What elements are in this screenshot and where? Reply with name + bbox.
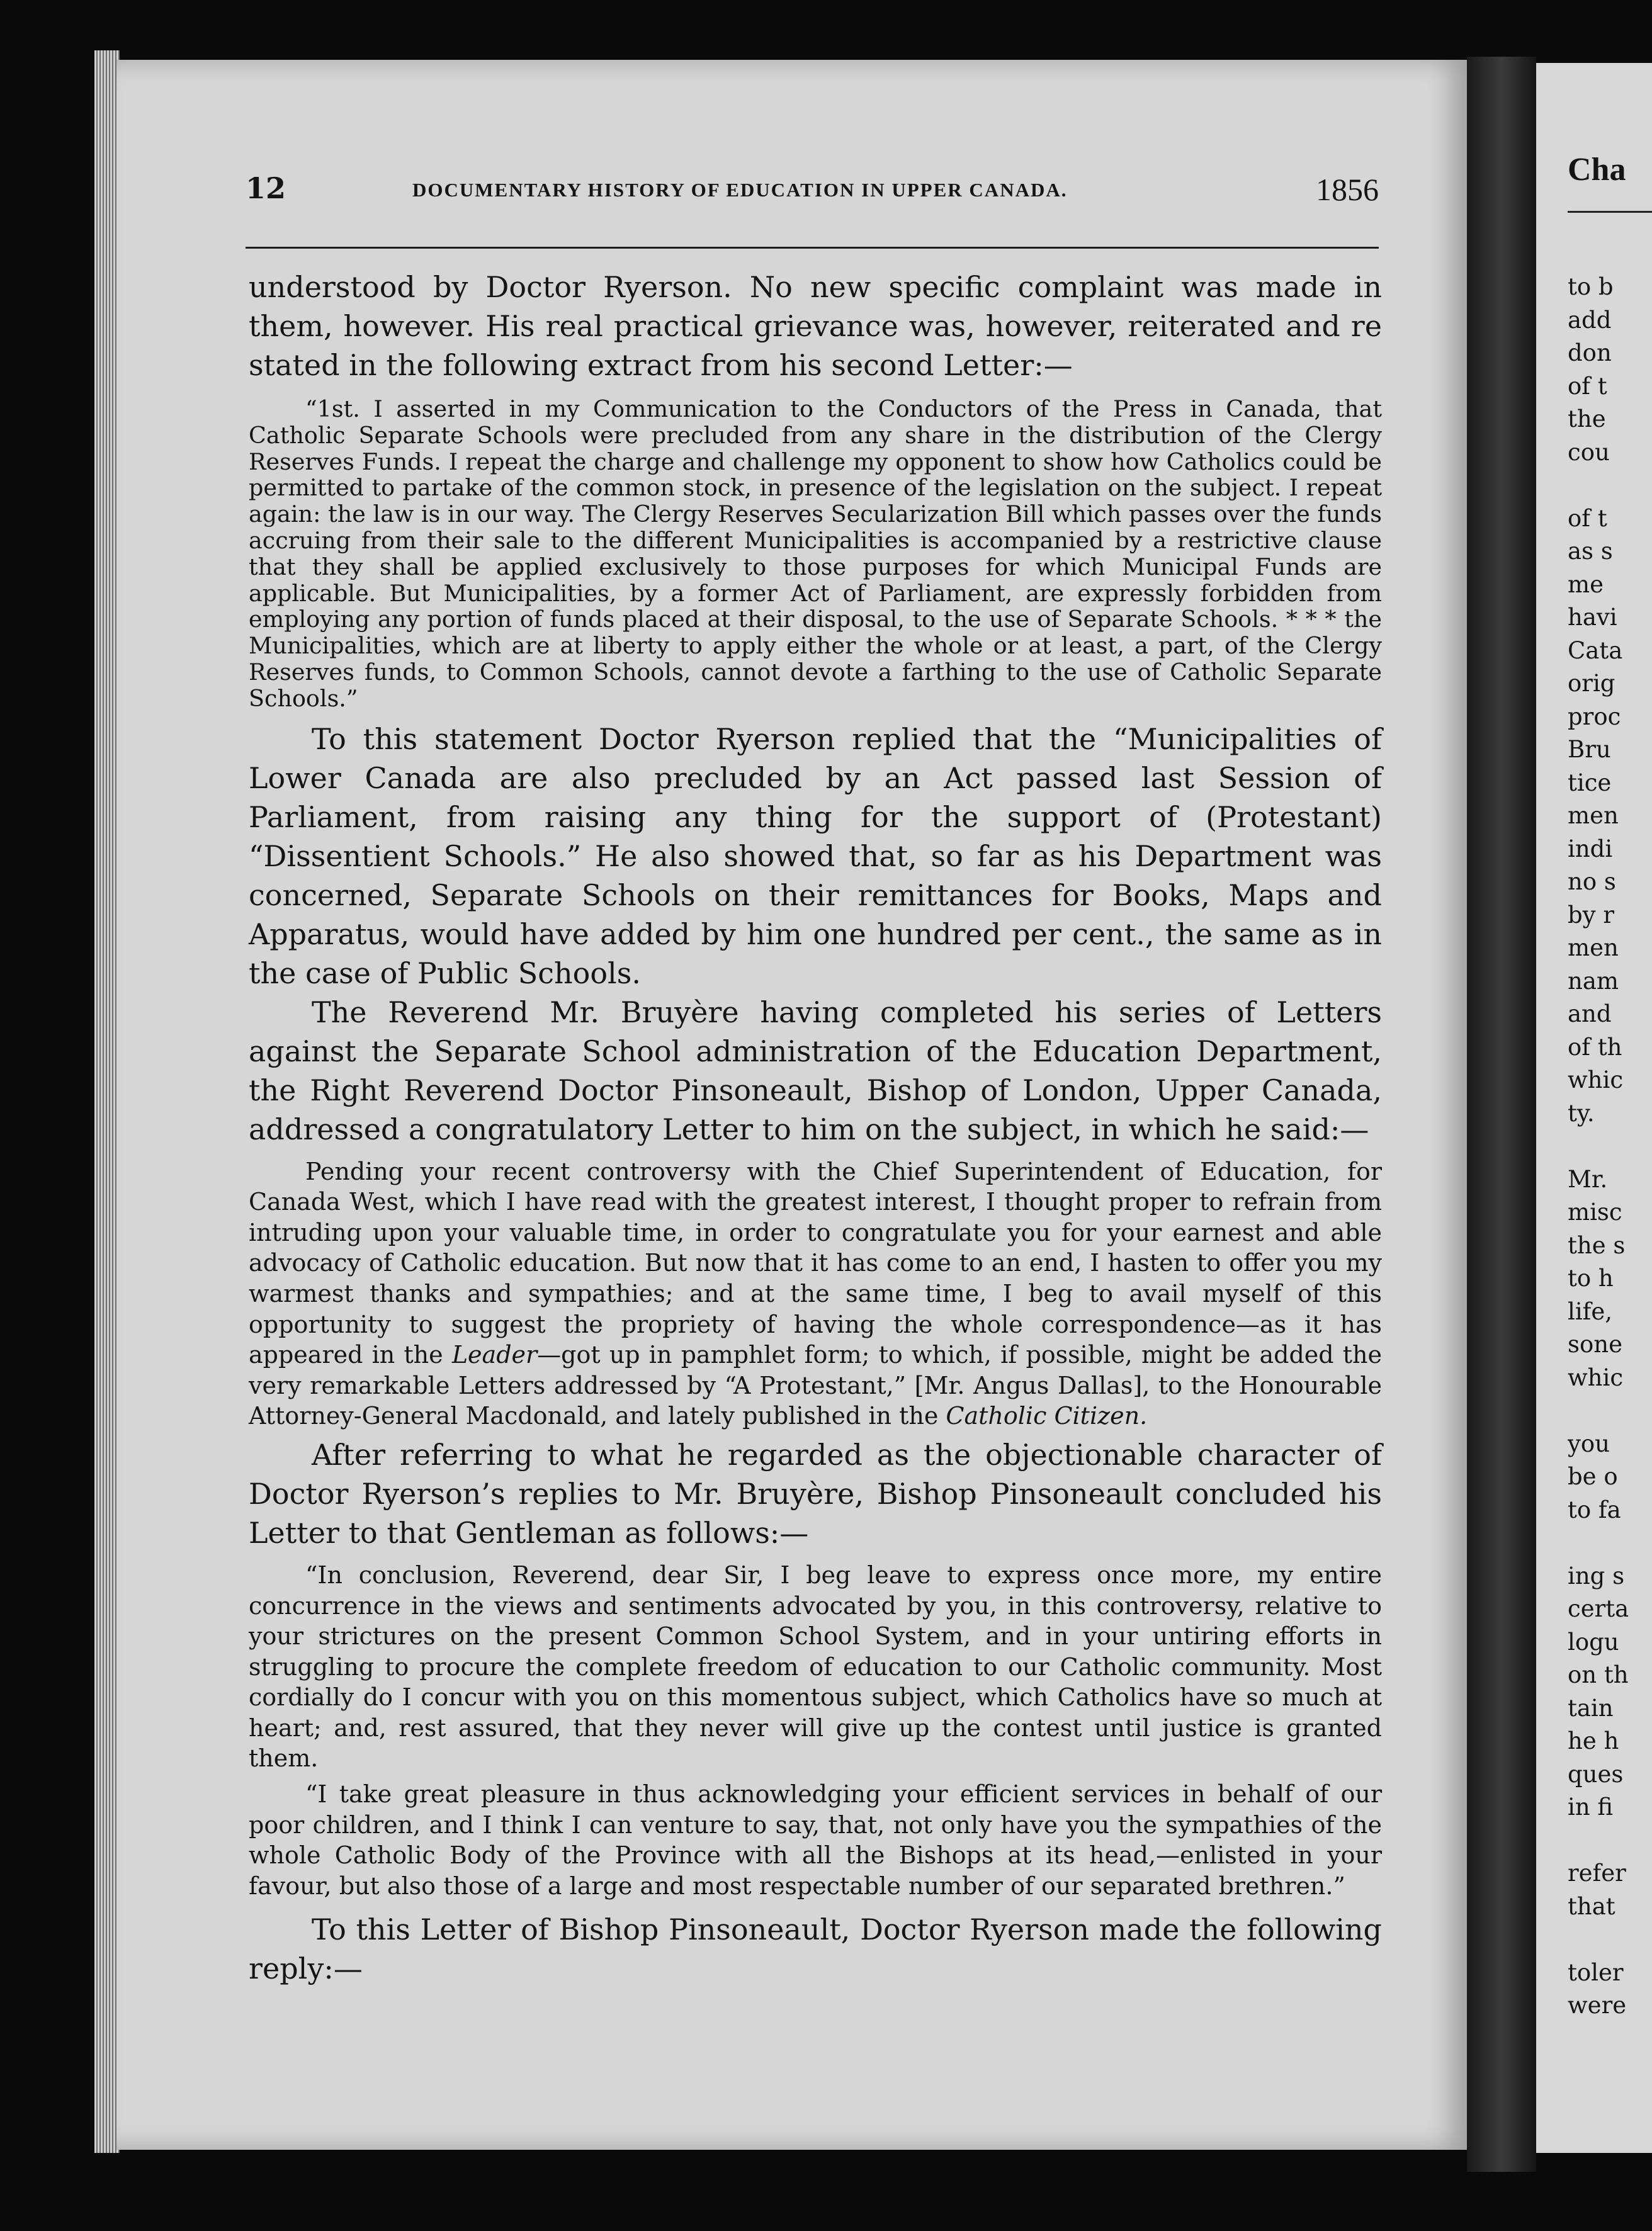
- quote-1: “1st. I asserted in my Communication to the Conductors of the Press in Canada, that Catholic Separate Schools were precluded from any share in the distribution of the Clergy Reserves Funds. I repeat the charge and challenge my opponent to show how Catholics could be permitted to partake of the common stock, in presence of the legislation on the subject. I repeat again: the law is in our way. The Clergy Reserves Secularization Bill which passes over the funds accruing from their sale to the different Municipalities is accompanied by a restrictive clause that they shall be applied exclusively to those purposes for which Municipal Funds are applicable. But Municipalities, by a former Act of Parliament, are expressly forbidden from employing any portion of funds placed at their disposal, to the use of Separate Schools. * * * the Municipalities, which are at liberty to apply either the whole or at least, a part, of the Clergy Reserves funds, to Common Schools, cannot devote a farthing to the use of Catholic Separate Schools.”: [249, 395, 1382, 712]
- header-rule: [246, 247, 1379, 249]
- facing-page-line: you: [1568, 1430, 1610, 1457]
- facing-page-line: [1568, 1923, 1629, 1957]
- facing-page-header-fragment: Cha: [1568, 152, 1626, 188]
- facing-page-line: to b: [1568, 273, 1614, 300]
- facing-page-line: be o: [1568, 1463, 1618, 1490]
- facing-page-line: that: [1568, 1892, 1615, 1920]
- facing-page-line: Mr.: [1568, 1165, 1608, 1193]
- facing-page-line: havi: [1568, 604, 1617, 631]
- facing-page-line: of th: [1568, 1033, 1622, 1061]
- facing-page-line: logu: [1568, 1628, 1619, 1656]
- facing-page-line: [1568, 1130, 1629, 1163]
- facing-page-line: men: [1568, 802, 1619, 829]
- paragraph-3: The Reverend Mr. Bruyère having completed his series of Letters against the Separate School administration of the Education Department, the Right Reverend Doctor Pinsoneault, Bishop of London, Upper Canada, addressed a congratulatory Letter to him on the subject, in which he said:—: [249, 995, 1382, 1146]
- facing-page-line: no s: [1568, 868, 1616, 895]
- facing-page-line: and: [1568, 1000, 1612, 1027]
- page-number: 12: [246, 171, 286, 205]
- facing-page-line: indi: [1568, 835, 1613, 862]
- facing-page-line: of t: [1568, 504, 1607, 532]
- facing-page-line: to h: [1568, 1265, 1614, 1292]
- paragraph-4: After referring to what he regarded as the objectionable character of Doctor Ryerson’s replies to Mr. Bruyère, Bishop Pinsoneault concluded his Letter to that Gentleman as follows:—: [249, 1437, 1382, 1550]
- facing-page-line: proc: [1568, 703, 1621, 730]
- facing-page-line: [1568, 1394, 1629, 1428]
- facing-page-line: ty.: [1568, 1099, 1595, 1127]
- quote-2-text-b: —got up in pamphlet form; to which, if possible, might be added the very remarkable Letters addressed by “A Protestant,” [Mr. Angus Dallas], to the Honourable Attorney-General Macdonald, and lately published in the: [249, 1341, 1382, 1430]
- facing-page-line: [1568, 1527, 1629, 1560]
- facing-page-rule: [1568, 211, 1652, 213]
- facing-page-line: he h: [1568, 1727, 1619, 1754]
- facing-page-line: orig: [1568, 670, 1615, 697]
- facing-page-line: certa: [1568, 1595, 1629, 1622]
- facing-page-line: refer: [1568, 1860, 1626, 1887]
- facing-page-line: tice: [1568, 769, 1612, 796]
- paragraph-2: To this statement Doctor Ryerson replied that the “Municipalities of Lower Canada are also precluded by an Act passed last Session of Parliament, from raising any thing for the support of (Protestant) “Dissentient Schools.” He also showed that, so far as his Department was concerned, Separate Schools on their remittances for Books, Maps and Apparatus, would have added by him one hundred per cent., the same as in the case of Public Schools.: [249, 721, 1382, 990]
- quote-2-citizen: Catholic Citizen.: [946, 1402, 1148, 1430]
- facing-page-line: the: [1568, 405, 1606, 432]
- facing-page-lines: [1568, 271, 1629, 2023]
- facing-page-line: as s: [1568, 538, 1613, 565]
- facing-page-line: don: [1568, 339, 1612, 366]
- facing-page-line: whic: [1568, 1364, 1624, 1391]
- facing-page-line: ques: [1568, 1760, 1624, 1788]
- quote-2: [249, 1156, 1382, 1432]
- paragraph-1: understood by Doctor Ryerson. No new specific complaint was made in them, however. His real practical grievance was, however, reiterated and re stated in the following extract from his second Letter:—: [249, 270, 1382, 382]
- quote-4: “I take great pleasure in thus acknowledging your efficient services in behalf of our poor children, and I think I can venture to say, that, not only have you the sympathies of the whole Catholic Body of the Province with all the Bishops at its head,—enlisted in your favour, but also those of a large and most respectable number of our separated brethren.”: [249, 1780, 1382, 1900]
- facing-page-line: Cata: [1568, 636, 1623, 664]
- book-page-edges: [94, 50, 120, 2153]
- running-title: DOCUMENTARY HISTORY OF EDUCATION IN UPPER CANADA.: [412, 179, 1068, 201]
- facing-page-line: misc: [1568, 1199, 1622, 1226]
- main-text: [249, 268, 1382, 1988]
- facing-page-line: Bru: [1568, 736, 1611, 763]
- facing-page-line: [1568, 1824, 1629, 1858]
- facing-page-line: whic: [1568, 1066, 1624, 1093]
- facing-page-line: ing s: [1568, 1562, 1625, 1590]
- header-year: 1856: [1316, 172, 1379, 207]
- facing-page-line: me: [1568, 570, 1604, 598]
- facing-page-line: cou: [1568, 438, 1610, 466]
- facing-page-line: add: [1568, 306, 1612, 334]
- facing-page-line: in fi: [1568, 1793, 1614, 1821]
- facing-page-line: to fa: [1568, 1496, 1621, 1523]
- facing-page-line: men: [1568, 934, 1619, 961]
- paragraph-5: To this Letter of Bishop Pinsoneault, Doctor Ryerson made the following reply:—: [249, 1912, 1382, 1986]
- facing-page-line: the s: [1568, 1231, 1626, 1259]
- facing-page-line: nam: [1568, 967, 1619, 995]
- book-gutter: [1467, 57, 1536, 2172]
- facing-page-line: [1568, 469, 1629, 502]
- facing-page-line: toler: [1568, 1958, 1624, 1986]
- facing-page-line: life,: [1568, 1297, 1613, 1325]
- facing-page-line: by r: [1568, 901, 1615, 929]
- quote-2-text-a: Pending your recent controversy with the Chief Superintendent of Education, for Canada West, which I have read with the greatest interest, I thought proper to refrain from intruding upon your valuable time, in order to congratulate you for your earnest and able advocacy of Catholic education. But now that it has come to an end, I hasten to offer you my warmest thanks and sympathies; and at the same time, I beg to avail myself of this opportunity to suggest the propriety of having the whole correspondence—as it has appeared in the: [249, 1157, 1382, 1369]
- quote-3: “In conclusion, Reverend, dear Sir, I beg leave to express once more, my entire concurrence in the views and sentiments advocated by you, in this controversy, relative to your strictures on the present Common School System, and in your untiring efforts in struggling to procure the complete freedom of education to our Catholic community. Most cordially do I concur with you on this momentous subject, which Catholics have so much at heart; and, rest assured, that they never will give up the contest until justice is granted them.: [249, 1561, 1382, 1773]
- facing-page-line: tain: [1568, 1694, 1614, 1722]
- facing-page-line: sone: [1568, 1331, 1622, 1358]
- facing-page-line: on th: [1568, 1661, 1629, 1688]
- running-header: [246, 171, 1379, 215]
- quote-2-leader: Leader: [451, 1341, 538, 1369]
- facing-page-fragment: [1536, 63, 1652, 2153]
- facing-page-line: of t: [1568, 372, 1607, 400]
- facing-page-line: were: [1568, 1992, 1627, 2019]
